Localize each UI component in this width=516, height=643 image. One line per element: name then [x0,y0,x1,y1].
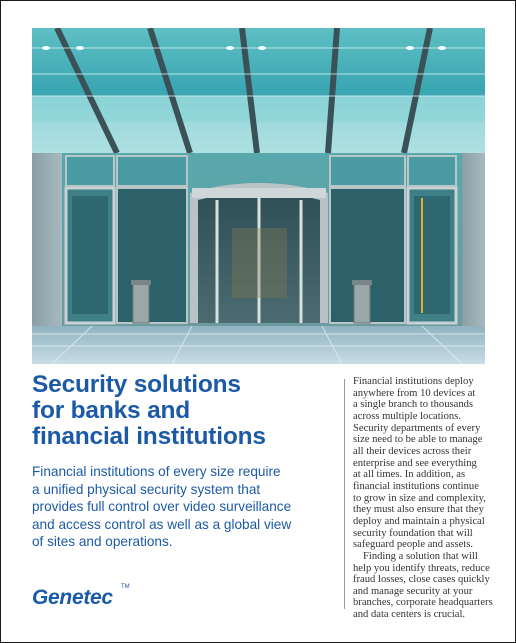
headline-line: financial institutions [32,423,266,450]
lead-line: provides full control over video surveillance [32,499,292,515]
body-line: safeguard people and assets. [353,539,474,551]
body-line: security foundation that will [353,527,473,539]
body-line: across multiple locations. [353,410,461,422]
lead-paragraph [32,463,332,551]
hero-photo [32,28,485,364]
lead-line: Financial institutions of every size require [32,464,281,479]
body-line: anywhere from 10 devices at [353,387,476,399]
lead-line: a unified physical security system that [32,481,261,497]
column-divider [344,379,345,609]
body-line: Financial institutions deploy [353,376,474,387]
body-line: fraud losses, close cases quickly [353,574,490,586]
body-line: enterprise and see everything [353,457,477,469]
body-line: size need to be able to manage [353,434,483,446]
body-line: branches, corporate headquarters [353,597,493,609]
body-line: they must also ensure that they [353,504,484,516]
body-line: and manage security at your [353,585,473,597]
body-line: Finding a solution that will [363,550,478,562]
logo-trademark: TM [121,584,130,590]
lead-line: of sites and operations. [32,534,173,550]
body-line: help you identify threats, reduce [353,562,490,574]
body-line: deploy and maintain a physical [353,515,485,527]
headline [32,372,332,450]
headline-line: for banks and [32,397,191,424]
genetec-logo [32,584,130,610]
lead-line: and access control as well as a global view [32,516,292,532]
headline-line: Security solutions [32,371,241,398]
body-text-column [353,376,513,621]
body-line: all their devices across their [353,445,472,457]
body-line: at all times. In addition, as [353,469,466,481]
body-line: and data centers is crucial. [353,609,466,621]
logo-wordmark: Genetec [32,586,113,609]
body-line: a single branch to thousands [353,399,474,411]
body-line: Security departments of every [353,422,481,434]
body-line: to grow in size and complexity, [353,492,486,504]
body-line: financial institutions continue [353,480,479,492]
